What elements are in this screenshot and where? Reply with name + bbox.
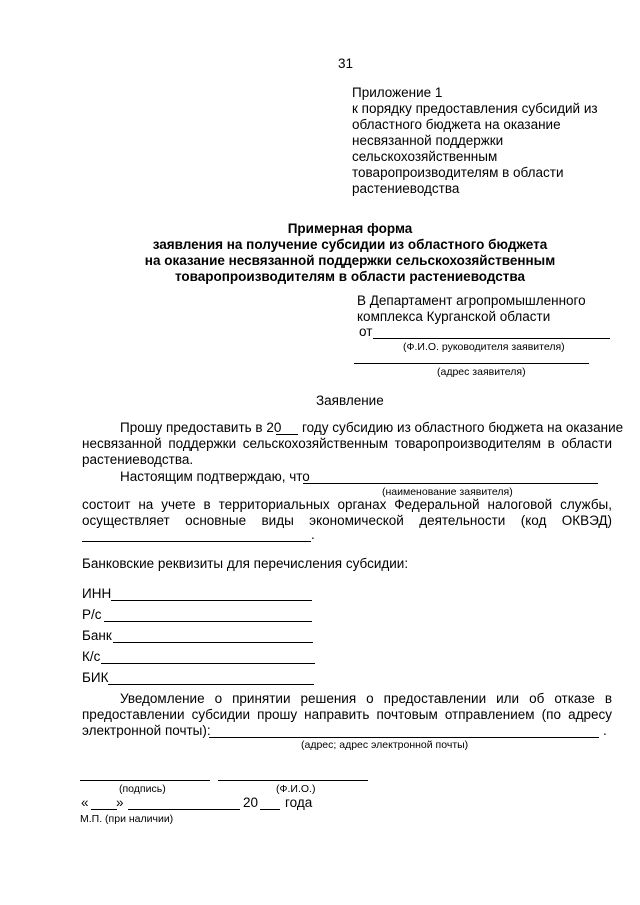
notice-text: электронной почты): xyxy=(82,723,211,738)
form-title-line: заявления на получение субсидии из областного бюджета xyxy=(152,237,548,252)
notice-hint: (адрес; адрес электронной почты) xyxy=(301,739,469,751)
page-number: 31 xyxy=(338,56,354,71)
applicant-address-hint: (адрес заявителя) xyxy=(437,366,526,378)
statement-text: несвязанной поддержки сельскохозяйственным товаропроизводителям в области xyxy=(82,436,612,451)
appendix-line: Приложение 1 xyxy=(352,85,443,100)
period: . xyxy=(603,723,607,738)
inn-label: ИНН xyxy=(82,586,112,601)
date-open-quote: « xyxy=(81,795,89,810)
appendix-line: областного бюджета на оказание xyxy=(352,117,561,132)
signer-name-field[interactable] xyxy=(218,780,368,781)
statement-text: растениеводства. xyxy=(82,452,194,467)
appendix-line: товаропроизводителям в области xyxy=(352,165,564,180)
year-suffix: года xyxy=(285,795,313,810)
from-label: от xyxy=(359,324,373,339)
bik-label: БИК xyxy=(82,670,109,685)
statement-text: Прошу предоставить в 20 xyxy=(120,420,282,435)
statement-heading: Заявление xyxy=(316,393,384,408)
signer-name-hint: (Ф.И.О.) xyxy=(276,783,316,795)
period: . xyxy=(311,527,315,542)
appendix-line: несвязанной поддержки xyxy=(352,133,504,148)
corr-account-field[interactable] xyxy=(101,663,315,664)
applicant-org-hint: (наименование заявителя) xyxy=(382,486,513,498)
year-prefix: 20 xyxy=(243,795,259,810)
bank-label: Банк xyxy=(82,628,112,643)
statement-text: осуществляет основные виды экономической деятельности (код ОКВЭД) xyxy=(82,513,612,528)
notice-text: предоставлении субсидии прошу направить почтовым отправлением (по адресу xyxy=(82,707,612,722)
statement-text: состоит на учете в территориальных органах Федеральной налоговой службы, xyxy=(82,497,612,512)
bik-field[interactable] xyxy=(108,684,314,685)
appendix-block xyxy=(352,85,598,197)
form-title-line: Примерная форма xyxy=(287,221,413,236)
okved-field[interactable] xyxy=(82,541,311,542)
stamp-note: М.П. (при наличии) xyxy=(80,813,174,825)
applicant-org-field[interactable] xyxy=(303,483,598,484)
form-title-line: на оказание несвязанной поддержки сельскохозяйственным xyxy=(144,253,556,268)
appendix-line: сельскохозяйственным xyxy=(352,149,498,164)
signature-hint: (подпись) xyxy=(119,783,166,795)
appendix-line: растениеводства xyxy=(352,181,460,196)
statement-text: Настоящим подтверждаю, что xyxy=(120,469,310,484)
date-close-quote: » xyxy=(116,795,124,810)
addressee-line: В Департамент агропромышленного xyxy=(357,293,586,308)
bank-heading: Банковские реквизиты для перечисления субсидии: xyxy=(82,556,409,571)
date-day-field[interactable] xyxy=(91,809,117,810)
applicant-name-field[interactable] xyxy=(373,338,610,339)
addressee-line: комплекса Курганской области xyxy=(357,309,551,324)
account-label: Р/с xyxy=(82,607,102,622)
notice-address-field[interactable] xyxy=(209,737,599,738)
form-title xyxy=(80,221,620,285)
applicant-name-hint: (Ф.И.О. руководителя заявителя) xyxy=(403,341,565,353)
account-field[interactable] xyxy=(104,621,312,622)
corr-account-label: К/с xyxy=(82,649,101,664)
date-month-field[interactable] xyxy=(128,809,240,810)
applicant-address-field[interactable] xyxy=(354,363,589,364)
signature-field[interactable] xyxy=(80,780,210,781)
inn-field[interactable] xyxy=(111,600,312,601)
bank-field[interactable] xyxy=(113,642,313,643)
form-title-line: товаропроизводителям в области растениеводства xyxy=(174,269,526,284)
notice-text: Уведомление о принятии решения о предоставлении или об отказе в xyxy=(120,691,612,706)
appendix-line: к порядку предоставления субсидий из xyxy=(352,101,598,116)
year-field[interactable] xyxy=(276,434,298,435)
statement-text: году субсидию из областного бюджета на оказание xyxy=(302,420,624,435)
date-year-field[interactable] xyxy=(260,809,280,810)
